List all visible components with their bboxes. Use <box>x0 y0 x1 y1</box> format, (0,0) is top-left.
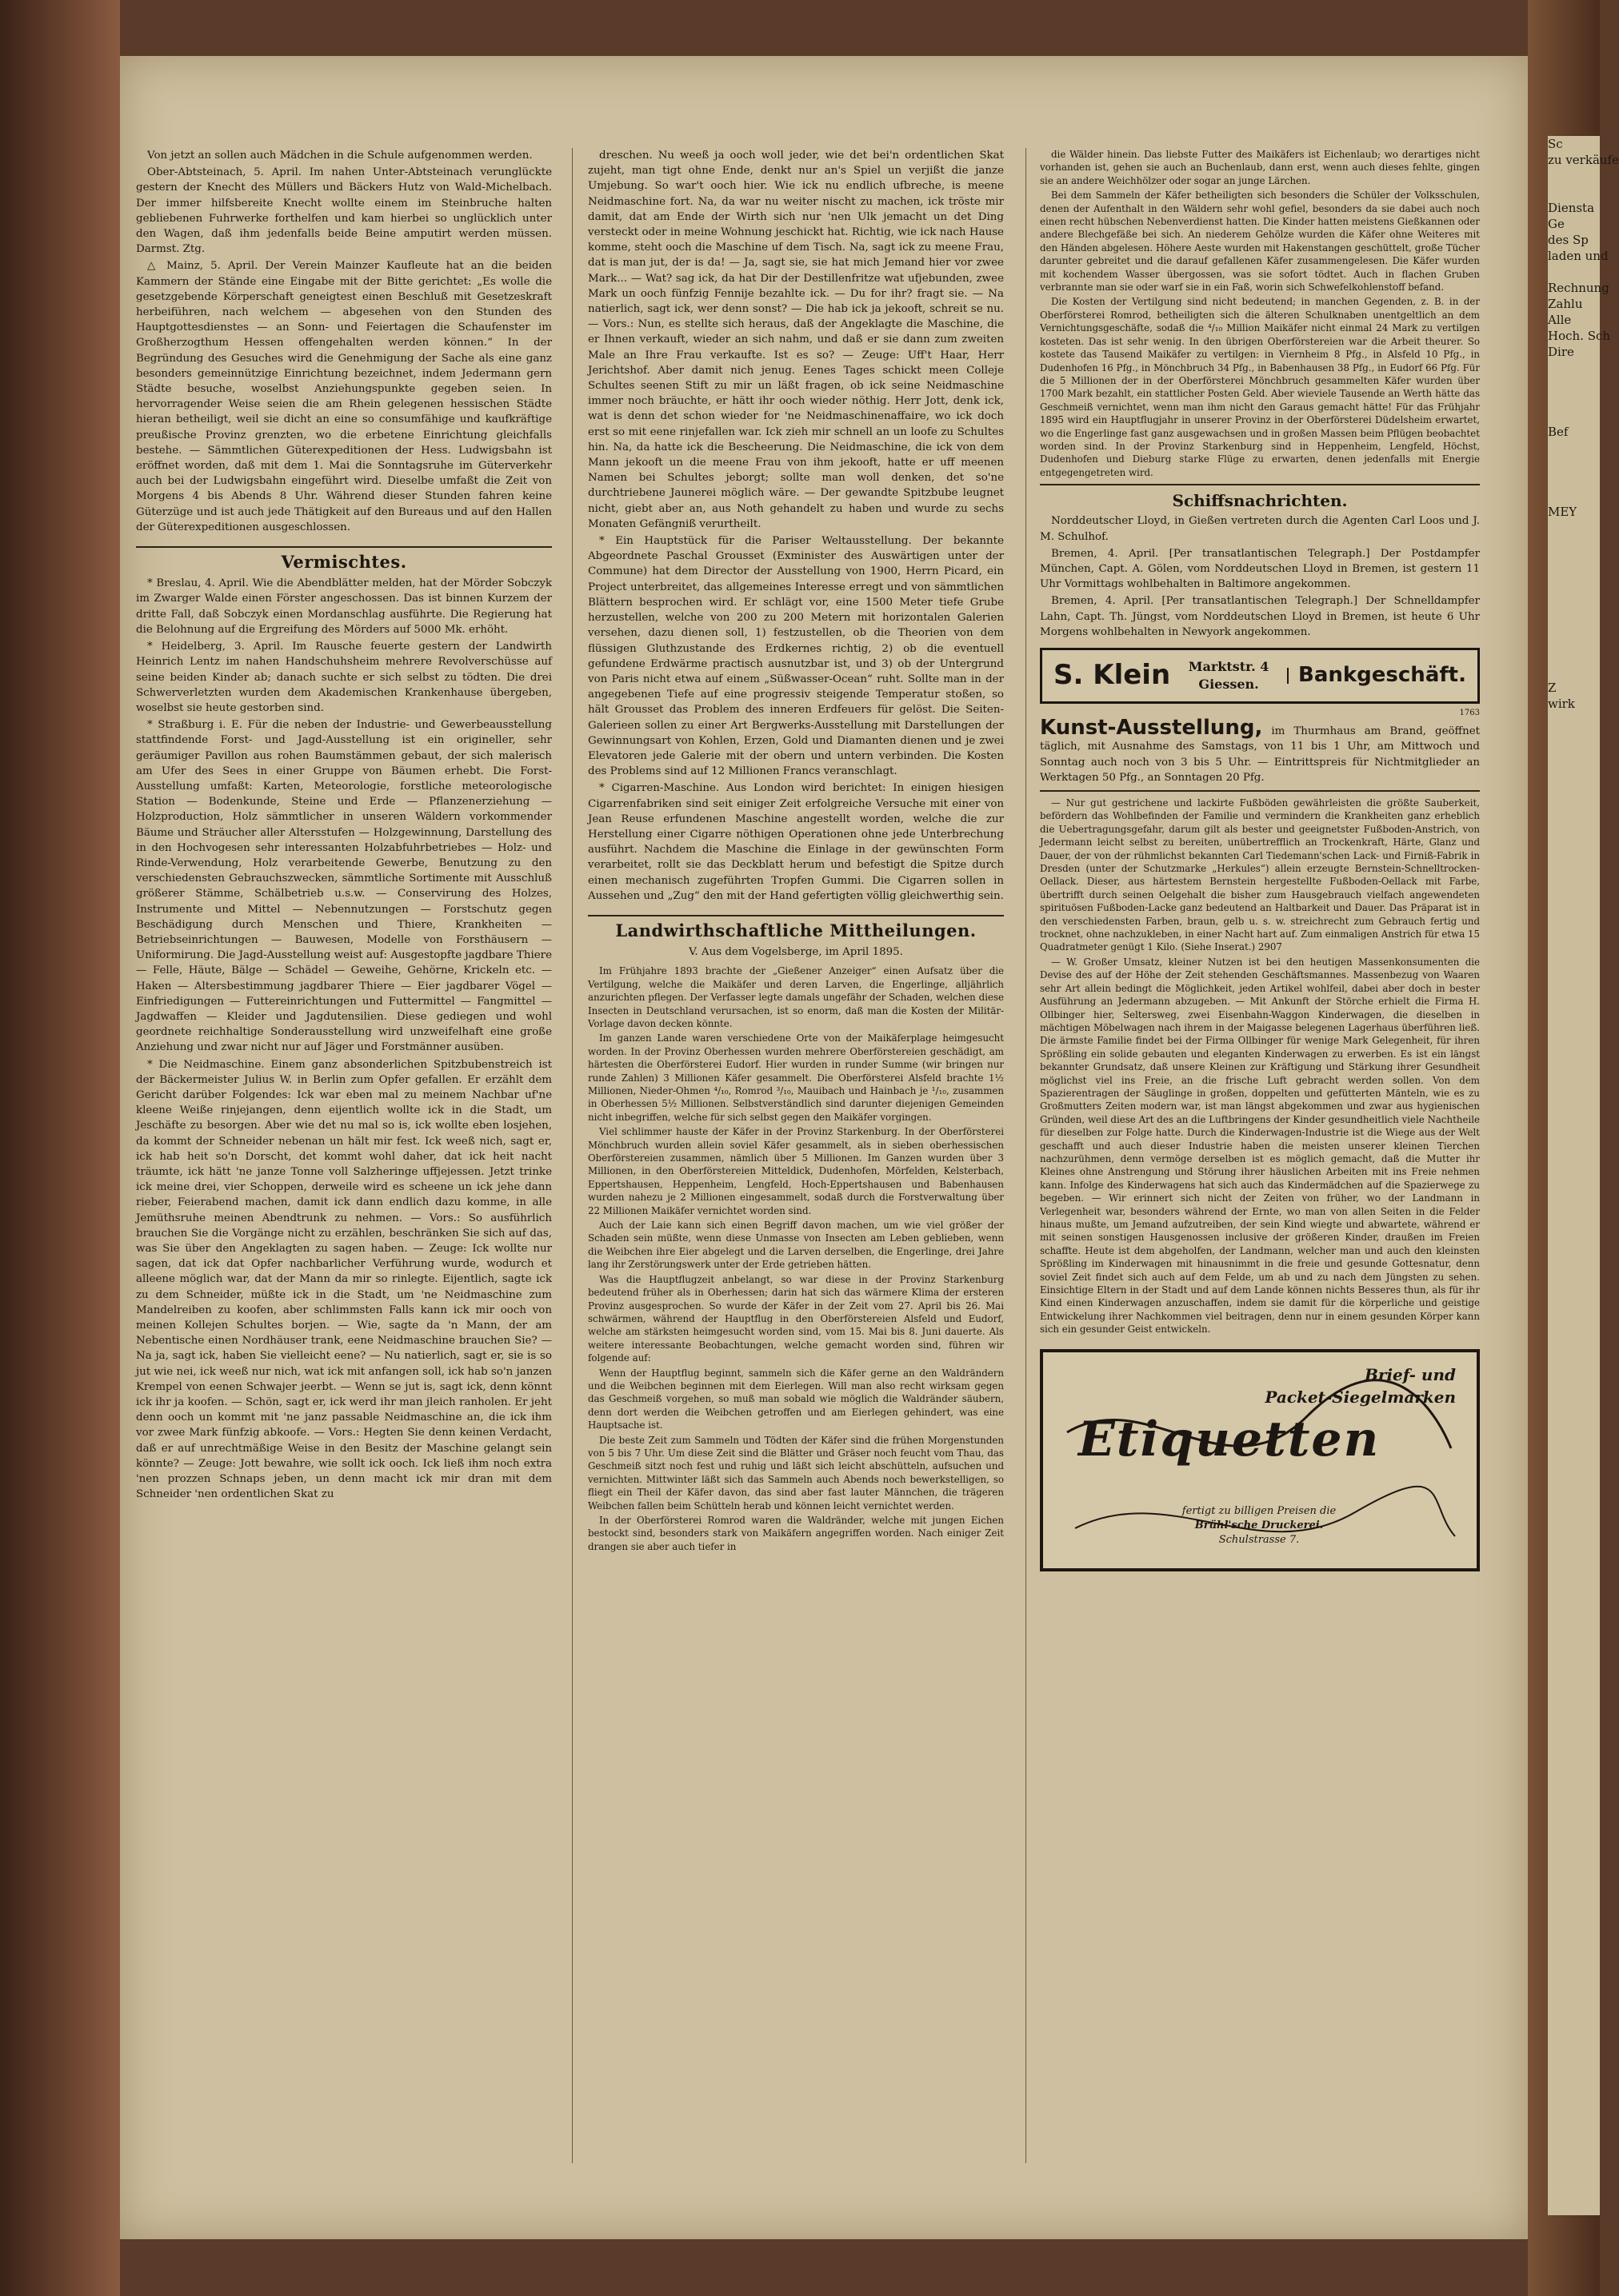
ad-klein-bank: Bankgeschäft. <box>1287 668 1466 683</box>
next-page-line: wirk <box>1548 697 1575 711</box>
ad-s-klein <box>1040 648 1480 704</box>
etiquetten-foot3: Schulstrasse 7. <box>1218 1533 1300 1546</box>
next-page-text <box>1548 136 1619 744</box>
article-paragraph: Die Kosten der Vertilgung sind nicht bedeutend; in manchen Gegenden, z. B. in der Oberförsterei Romrod, betheiligten sich die älteren Schulknaben unentgeltlich an dem Vernichtungsgeschäfte, sodaß die ⁴/₁₀ Million Maikäfer nicht einmal 24 Mark zu vertilgen kosteten. Das ist sehr wenig. In den übrigen Oberförstereien war die Arbeit theurer. So kostete das Tausend Maikäfer zu vertilgen: in Viernheim 8 Pfg., in Alsfeld 10 Pfg., in Dudenhofen 16 Pfg., in Mönchbruch 34 Pfg., in Babenhausen 38 Pfg., in Eudorf 66 Pfg. Für die 5 Millionen der in der Oberförsterei Mönchbruch gesammelten Käfer wurden über 1700 Mark bezahlt, ein stattlicher Posten Geld. Aber wieviele Tausende an Werth hätte das Geschmeiß vernichtet, wenn man ihm nicht den Garaus gemacht hätte! Für das Frühjahr 1895 wird ein Hauptflugjahr in unserer Provinz in der Oberförsterei Düdelsheim erwartet, wo die Engerlinge fast ganz ausgewachsen und in großen Massen beim Pflügen beobachtet worden sind. In der Provinz Starkenburg sind in Heppenheim, Lengfeld, Höchst, Dudenhofen und Dieburg starke Flüge zu erwarten, denen jedenfalls mit Energie entgegengetreten wird. <box>1040 296 1480 478</box>
next-page-line <box>1548 488 1600 504</box>
next-page-line <box>1548 440 1600 456</box>
etiquetten-foot1: fertigt zu billigen Preisen die <box>1181 1504 1337 1517</box>
next-page-line: Diensta <box>1548 201 1595 215</box>
next-page-fragment <box>1548 136 1619 2215</box>
etiquetten-line2: Packet-Siegelmarken <box>1265 1387 1456 1407</box>
next-page-line <box>1548 552 1600 568</box>
etiquetten-footer <box>1139 1504 1379 1547</box>
kunst-text: im Thurmhaus am Brand, geöffnet täglich, mit Ausnahme des Samstags, von 11 bis 1 Uhr, am Mittwoch und Sonntag auch noch von 3 bis 5 Uhr. — Eintrittspreis für Nichtmitglieder an Werktagen 50 Pfg., an Sonntagen 20 Pfg. <box>1040 725 1480 784</box>
next-page-line: laden und <box>1548 249 1609 263</box>
divider <box>1040 484 1480 485</box>
etiquetten-title: Etiquetten <box>1078 1411 1381 1467</box>
shipping-news <box>1040 513 1480 640</box>
etiquetten-foot2: Brühl'sche Druckerei. <box>1194 1519 1324 1531</box>
next-page-line: Hoch. Sch <box>1548 329 1611 343</box>
ad-paragraph: — Nur gut gestrichene und lackirte Fußböden gewährleisten die größte Sauberkeit, befördern das Wohlbefinden der Familie und vermindern die Krankheiten ganz erheblich die Uebertragungsgefahr, darum gilt als bester und geeignetster Fußboden-Anstrich, von Jedermann leicht selbst zu bereiten, unübertrefflich an Trockenkraft, Härte, Glanz und Dauer, der von der rühmlichst bekannten Carl Tiedemann'schen Lack- und Firniß-Fabrik in Dresden (unter der Schutzmarke „Herkules“) allein erzeugte Bernstein-Schnelltrocken-Oellack. Dieser, aus härtestem Bernstein hergestellte Fußboden-Oellack mit Farbe, übertrifft durch seinen Oelgehalt die bisher zum Hausgebrauch vielfach angewendeten spirituösen Fußboden-Lacke ganz bedeutend an Haltbarkeit und Dauer. Das Präparat ist in den verschiedensten Farben, braun, gelb u. s. w. streichrecht zum Gebrauch fertig und trocknet, ohne nachzukleben, in einer Nacht hart auf. Zum einmaligen Anstrich für etwa 15 Quadratmeter genügt 1 Kilo. (Siehe Inserat.) 2907 <box>1040 797 1480 953</box>
next-page-line <box>1548 408 1600 424</box>
column-1 <box>136 148 552 2195</box>
next-page-line: Ge <box>1548 217 1565 231</box>
article-paragraph: dreschen. Nu weeß ja ooch woll jeder, wie det bei'n ordentlichen Skat zujeht, man tigt ohne Ende, denkt nur an's Spiel un verjißt die janze Umjebung. So war't ooch hier. Wie ick nu endlich ufbreche, is meene Neidmaschine fort. Na, da war nu weiter nischt zu machen, ick tröste mir damit, dat am Ende der Wirth sich nur 'nen Ulk jemacht un det Ding versteckt oder in meine Wohnung jeschickt hat. Richtig, wie ick nach Hause komme, steht ooch die Maschine uf dem Tisch. Na, sagt ick zu meene Frau, dat is man jut, der is da! — Ja, sagt sie, sie hat mich Jemand hier vor zwee Mark... — Wat? sag ick, da hat Dir der Destillenfritze wat ufjebunden, zwee Mark un ooch fünfzig Fennije bezahlte ick. — Du for ihr? fragt sie. — Na natierlich, sagt ick, wer denn sonst? — Die hab ick ja jekooft, schreit se nu. — Vors.: Nun, es stellte sich heraus, daß der Angeklagte die Maschine, die er Ihnen verkauft, wieder an sich nahm, und daß er sie dann zum zweiten Male an Ihre Frau verkaufte. Ist es so? — Zeuge: Uff't Haar, Herr Jerichtshof. Aber damit nich jenug. Eenes Tages schickt meen Colleje Schultes seenen Stift zu mir un läßt fragen, ob ick seine Neidmaschine immer noch bräuchte, er hätt ihr ooch wieder nöthig. Herr Jott, denk ick, wat is denn det schon wieder for 'ne Neidmaschinenaffaire, wo ick doch erst so mit eene rinjefallen war. Ick zieh mir schnell an un loofe zu Schultes hin. Na, da hatte ick die Bescheerung. Die Neidmaschine, die ick von dem Mann jekooft un die meene Frau von ihm jekooft, hatte er uff meenen Namen bei Schultes jeborgt; sollte man woll denken, det so'ne durchtriebene Jaunerei möglich wäre. — Der gewandte Spitzbube leugnet nicht, giebt aber an, aus Noth gehandelt zu haben und wurde zu sechs Monaten Gefängniß verurtheilt. <box>588 150 1004 530</box>
ad-reference-number: 1763 <box>1459 708 1480 717</box>
section-title-vermischtes: Vermischtes. <box>136 546 552 569</box>
next-page-line <box>1548 376 1600 392</box>
column-1-vermischtes <box>136 576 552 1502</box>
etiquetten-headline <box>1265 1364 1456 1408</box>
next-page-line: Dire <box>1548 345 1574 359</box>
next-page-line <box>1548 632 1600 648</box>
article-paragraph: * Cigarren-Maschine. Aus London wird berichtet: In einigen hiesigen Cigarrenfabriken sind seit einiger Zeit erfolgreiche Versuche mit einer von Jean Reuse erfundenen Maschine angestellt worden, welche die zur Herstellung einer Cigarre nöthigen Operationen ohne jede Unterbrechung ausführt. Nachdem die Maschine die Einlage in der gewünschten Form verarbeitet, rollt sie das Deckblatt herum und befestigt die Spitze durch einen mechanisch zugeführten Tropfen Gummi. Die Cigarren sollen in Aussehen und „Zug“ den mit der Hand gefertigten völlig gleichwerthig sein. <box>588 782 1004 902</box>
next-page-line: zu verkäufe <box>1548 153 1619 167</box>
shipping-item: Norddeutscher Lloyd, in Gießen vertreten durch die Agenten Carl Loos und J. M. Schulhof. <box>1040 515 1480 543</box>
next-page-line <box>1548 456 1600 472</box>
next-page-line <box>1548 648 1600 664</box>
article-paragraph: △ Mainz, 5. April. Der Verein Mainzer Kaufleute hat an die beiden Kammern der Stände eine Eingabe mit der Bitte gerichtet: „Es wolle die gesetzgebende Körperschaft geneigtest einen Beschluß mit Gesetzeskraft herbeiführen, nach welchem — abgesehen von den Stunden des Hauptgottesdienstes — an Sonn- und Feiertagen die Schaufenster im Großherzogthum Hessen offengehalten werden können.“ In der Begründung des Gesuches wird die Genehmigung der Sache als eine ganz besonders gemeinnützige Einrichtung bezeichnet, indem Jedermann gern Städte besuche, woselbst Anziehungspunkte gegeben seien. In hervorragender Weise seien die am Rhein gelegenen hessischen Städte hieran betheiligt, weil sie dicht an eine so consumfähige und kaufkräftige preußische Provinz grenzten, wo die erbetene Einrichtung gleichfalls bestehe. — Sämmtlichen Güterexpeditionen der Hess. Ludwigsbahn ist eröffnet worden, daß mit dem 1. Mai die Sonntagsruhe im Güterverkehr auch bei der Ludwigsbahn eingeführt wird. Dieselbe umfaßt die Zeit von Morgens 4 bis Abends 8 Uhr. Während dieser Stunden fahren keine Güterzüge und ist auch jede Thätigkeit auf den Bureaus und auf den Hallen der Güterexpeditionen ausgeschlossen. <box>136 260 552 533</box>
column-2 <box>588 148 1004 2195</box>
next-page-line: Rechnung <box>1548 281 1609 295</box>
ad-klein-name: S. Klein <box>1053 659 1171 692</box>
next-page-line <box>1548 472 1600 488</box>
next-page-line <box>1548 584 1600 600</box>
article-paragraph: die Wälder hinein. Das liebste Futter des Maikäfers ist Eichenlaub; wo derartiges nicht vorhanden ist, gehen sie auch an Buchenlaub, dann erst, wenn auch dieses fehlte, gingen sie an andere Weichhölzer oder sogar an junge Lärchen. <box>1040 149 1480 186</box>
next-page-line <box>1548 616 1600 632</box>
article-paragraph: * Ein Hauptstück für die Pariser Weltausstellung. Der bekannte Abgeordnete Paschal Grousset (Exminister des Auswärtigen unter der Commune) hat dem Director der Ausstellung von 1900, Herrn Picard, ein Project unterbreitet, das allgemeines Interesse erregt und von sämmtlichen Blättern besprochen wird. Er schlägt vor, eine 1500 Meter tiefe Grube herzustellen, welche von 200 zu 200 Metern mit horizontalen Galerien versehen, dazu dienen soll, 1) festzustellen, ob die Theorien von dem flüssigen Gluthzustande des Erdkernes richtig, 2) ob die eventuell gefundene Erdwärme practisch ausnutzbar ist, und 3) ob der Untergrund von Paris nicht etwa auf einem „Süßwasser-Ocean“ ruht. Sollte man in der angegebenen Tiefe auf eine progressiv steigende Temperatur stoßen, so hält Grousset das Problem des inneren Erdfeuers für gelöst. Die Seiten-Galerieen sollen zu einer Art Bergwerks-Ausstellung mit Darstellungen der Gewinnungsart von Kohlen, Erzen, Gold und Diamanten dienen und je zwei Elevatoren jede Galerie mit der obern und untern verbinden. Die Kosten des Problems sind auf 12 Millionen Francs veranschlagt. <box>588 535 1004 778</box>
column-1-news <box>136 148 552 535</box>
column-divider <box>572 148 573 2163</box>
article-paragraph: In der Oberförsterei Romrod waren die Waldränder, welche mit jungen Eichen bestockt sind, besonders stark von Maikäfern angegriffen worden. Nach einiger Zeit drangen sie aber auch tiefer in <box>588 1515 1004 1552</box>
ad-etiquetten <box>1040 1349 1480 1571</box>
article-paragraph: Wenn der Hauptflug beginnt, sammeln sich die Käfer gerne an den Waldrändern und die Weibchen beginnen mit dem Eierlegen. Will man also recht wirksam gegen das Geschmeiß vorgehen, so muß man sobald wie möglich die Waldränder säubern, denn dort werden die Weibchen getroffen und am Eierlegen gehindert, was eine Hauptsache ist. <box>588 1367 1004 1432</box>
article-paragraph: Auch der Laie kann sich einen Begriff davon machen, um wie viel größer der Schaden sein müßte, wenn diese Unmasse von Insecten am Leben geblieben, wenn die Weibchen ihre Eier abgelegt und die Larven derselben, die Engerlinge, drei Jahre lang ihr Zerstörungswerk unter der Erde getrieben hätten. <box>588 1220 1004 1271</box>
next-page-line <box>1548 664 1600 680</box>
divider <box>1040 790 1480 792</box>
section-title-landwirthschaft: Landwirthschaftliche Mittheilungen. <box>588 915 1004 938</box>
next-page-line <box>1548 520 1600 536</box>
kunst-title: Kunst-Ausstellung, <box>1040 716 1263 741</box>
next-page-line: Z <box>1548 681 1557 695</box>
column-3 <box>1040 148 1480 2195</box>
next-page-line <box>1548 728 1600 744</box>
next-page-line: Bef <box>1548 425 1569 439</box>
next-page-line: Zahlu <box>1548 297 1583 311</box>
article-paragraph: * Breslau, 4. April. Wie die Abendblätter melden, hat der Mörder Sobczyk im Zwarger Walde einen Förster angeschossen. Das ist binnen Kurzem der dritte Fall, daß Sobczyk einen Mordanschlag ausführte. Die Regierung hat die Belohnung auf die Ergreifung des Mörders auf 5000 Mk. erhöht. <box>136 577 552 636</box>
column-2-landwirthschaft <box>588 964 1004 1553</box>
next-page-line: des Sp <box>1548 233 1589 247</box>
article-paragraph: Im ganzen Lande waren verschiedene Orte von der Maikäferplage heimgesucht worden. In der Provinz Oberhessen wurden mehrere Oberförstereien geschädigt, am härtesten die Oberförsterei Eudorf. Hier wurden in runder Summe (wir bringen nur runde Zahlen) 3 Millionen Käfer gesammelt. Die Oberförsterei Alsfeld brachte 1½ Millionen, Nieder-Ohmen ⁴/₁₀, Romrod ³/₁₀, Mauibach und Hainbach je ¹/₁₀, zusammen in Oberhessen 5½ Millionen. Selbstverständlich sind darunter diejenigen Gemeinden nicht inbegriffen, welche für sich selbst gegen den Maikäfer vorgingen. <box>588 1032 1004 1123</box>
shipping-item: Bremen, 4. April. [Per transatlantischen Telegraph.] Der Schnelldampfer Lahn, Capt. Th. Jüngst, vom Norddeutschen Lloyd in Bremen, ist heute 6 Uhr Morgens wohlbehalten in Newyork angekommen. <box>1040 595 1480 638</box>
kunst-ausstellung-notice <box>1040 716 1480 785</box>
next-page-line <box>1548 184 1600 200</box>
next-page-line <box>1548 536 1600 552</box>
ad-paragraph: — W. Großer Umsatz, kleiner Nutzen ist bei den heutigen Massenkonsumenten die Devise des auf der Höhe der Zeit stehenden Geschäftsmannes. Massenbezug von Waaren sehr Art allein bedingt die Möglichkeit, jeden Artikel wohlfeil, dabei aber doch in bester Ausführung an Jedermann abzugeben. — Mit Ankunft der Störche erhielt die Firma H. Ollbinger hier, Seltersweg, zwei Eisenbahn-Waggon Kinderwagen, die dieselben in mächtigen Möbelwagen nach ihrem in der Maigasse belegenen Lagerhaus überführen ließ. Die ärmste Familie findet bei der Firma Ollbinger für wenige Mark Gelegenheit, für ihren Sprößling ein solide gebauten und eleganten Kinderwagen zu erwerben. Es ist ein längst bekannter Grundsatz, daß unsere Kleinen zur Kräftigung und Stärkung ihrer Gesundheit möglichst viel ins Freie, an die frische Luft gebracht werden sollen. Von dem Spazierentragen der Säuglinge in großen, doppelten und gefütterten Mänteln, wie es zu Großmutters Zeiten modern war, ist man längst abgekommen und zwar aus hygienischen Gründen, weil diese Art des an die Luftbringens der Kinder gesundheitlich viele Nachtheile für dieselben zur Folge hatte. Durch die Kinderwagen-Industrie ist die Wiege aus der Welt geschafft und auch dieser Industrie haben die meisten unserer kleinen Tierchen nachzurühmen, denn vermöge derselben ist es möglich gemacht, daß die Mutter ihr Kleines ohne Anstrengung und Störung ihrer häuslichen Arbeiten mit ins Freie nehmen kann. Infolge des Kinderwagens hat sich auch das Kindermädchen auf die Spazierwege zu begeben. — Wir erinnert sich nicht der Zeiten von früher, wo der Landmann in Verlegenheit war, besonders während der Ernte, wo man von allen Seiten in die Felder hinaus mußte, um Jemand aufzutreiben, der sein Kind wiegte und abwartete, während er mit seinen sonstigen Hausgenossen inclusive der größeren Kinder, draußen im Freien schaffte. Heute ist dem abgeholfen, der Landmann, welcher man und auch den kleinsten Sprößling im Kinderwagen mit hinausnimmt in die freie und gesunde Gottesnatur, denn soviel Zeit findet sich auch auf dem Felde, um ab und zu nach dem Jüngsten zu sehen. Einsichtige Eltern in der Stadt und auf dem Lande können nichts Besseres thun, als für ihr Kind einen Kinderwagen anzuschaffen, indem sie damit für die körperliche und geistige Entwickelung ihrer Nachkommen viel beitragen, denn nur in einem gesunden Körper kann sich ein gesunder Geist entwickeln. <box>1040 956 1480 1336</box>
shipping-item: Bremen, 4. April. [Per transatlantischen Telegraph.] Der Postdampfer München, Capt. A. Gölen, vom Norddeutschen Lloyd in Bremen, ist gestern 11 Uhr Vormittags wohlbehalten in Baltimore angekommen. <box>1040 547 1480 591</box>
column-3-ads-text <box>1040 797 1480 1336</box>
article-paragraph: * Die Neidmaschine. Einem ganz absonderlichen Spitzbubenstreich ist der Bäckermeister Julius W. in Berlin zum Opfer gefallen. Er erzählt dem Gericht darüber Folgendes: Ick war eben mal zu meinem Nachbar uf'ne kleene Weiße rinjejangen, denn eijentlich wollte ick in die Stadt, um Jeschäfte zu besorgen. Aber wie det nu mal so is, ick wollte eben losjehen, da kommt der Schneider nebenan un hält mir fest. Ick weeß nich, sagt er, ick hab heit so'n Dorscht, det kommt wohl daher, dat ick heit nacht träumte, ick hätt 'ne janze Tonne voll Salzheringe uffjejessen. Jetzt trinke ick meine drei, vier Schoppen, derweile wird es scheene un ick jehe dann rieber, Feierabend machen, damit ick dann endlich dazu komme, in alle Jemüthsruhe meinen Abendtrunk zu nehmen. — Vors.: So ausführlich brauchen Sie die Vorgänge nicht zu erzählen, beschränken Sie sich auf das, was Sie über den Angeklagten zu sagen haben. — Zeuge: Ick wollte nur sagen, dat ick dat Opfer nachbarlicher Verführung wurde, wodurch et alleene möglich war, dat der Mann da mir so rinlegte. Eijentlich, sagte ick zu dem Schneider, müßte ick in die Stadt, um 'ne Neidmaschine zum Mandelreiben zu koofen, aber schlimmsten Falls kann ick mir ooch von meinen Kollejen Schultes borjen. — Wie, sagte da 'n Mann, der am Nebentische einen Nordhäuser trank, eene Neidmaschine brauchen Sie? — Na ja, sagt ick, haben Sie vielleicht eene? — Nu natierlich, sagt er, sie is so jut wie nei, ick weeß nur nich, wat ick mit anfangen soll, ick hab so'n janzen Krempel von eenen Schwajer jeerbt. — Wenn se jut is, sagt ick, denn könnt ick ihr ja koofen. — Schön, sagt er, ick werd ihr man jleich ranholen. Er jeht denn ooch un kommt mit 'ne janz passable Neidmaschine an, die ick ihm vor zwee Mark fünfzig abkoofe. — Vors.: Hegten Sie denn keinen Verdacht, daß er auf unrechtmäßige Weise in den Besitz der Maschine gelangt sein könnte? — Zeuge: Jott bewahre, wie sollt ick ooch. Ick ließ ihm noch extra 'nen prozzen Schnaps jeben, un denn macht ick mir dran mit dem Schneider 'nen ordentlichen Skat zu <box>136 1058 552 1501</box>
next-page-line <box>1548 568 1600 584</box>
next-page-line <box>1548 600 1600 616</box>
section-subtitle: V. Aus dem Vogelsberge, im April 1895. <box>689 946 903 959</box>
next-page-line <box>1548 360 1600 376</box>
article-paragraph: Viel schlimmer hauste der Käfer in der Provinz Starkenburg. In der Oberförsterei Mönchbruch wurden allein soviel Käfer gesammelt, als in sieben oberhessischen Oberförstereien zusammen, nämlich über 5 Millionen. Im Ganzen wurden über 3 Millionen, in den Oberförstereien Mitteldick, Dudenhofen, Mörfelden, Kelsterbach, Eppertshausen, Heppenheim, Lengfeld, Hoch-Eppertshausen und Babenhausen wurden nahezu je 2 Millionen eingesammelt, sodaß durch die Forstverwaltung über 22 Millionen Maikäfer vernichtet worden sind. <box>588 1126 1004 1216</box>
next-page-line <box>1548 168 1600 184</box>
article-paragraph: * Straßburg i. E. Für die neben der Industrie- und Gewerbeausstellung stattfindende Forst- und Jagd-Ausstellung ist ein origineller, sehr geräumiger Pavillon aus rohen Baumstämmen gebaut, der sich malerisch am Ufer des Sees in einer Gruppe von Bäumen erhebt. Die Forst-Ausstellung umfaßt: Karten, Meteorologie, forstliche meteorologische Station — Bodenkunde, Steine und Erde — Pflanzenerziehung — Holzproduction, Holz sämmtlicher in unseren Wäldern vorkommender Bäume und Sträucher aller Altersstufen — Holzgewinnung, Darstellung des in den Hochvogesen sehr interessanten Holzabfuhrbetriebes — Holz- und Rinde-Verwendung, Holz verarbeitende Gewerbe, Benutzung zu den verschiedensten Gebrauchszwecken, sämmtliche Sortimente mit Ausschluß größerer Stämme, Schälbetrieb u.s.w. — Conservirung des Holzes, Instrumente und Mittel — Nebennutzungen — Forstschutz gegen Beschädigung durch Menschen und Thiere, Krankheiten — Betriebseinrichtungen — Bauwesen, Modelle von Forsthäusern — Uniformirung. Die Jagd-Ausstellung weist auf: Ausgestopfte jagdbare Thiere — Felle, Häute, Bälge — Schädel — Geweihe, Gehörne, Krickeln etc. — Haken — Altersbestimmung jagdbarer Thiere — Eier jagdbarer Vögel — Einfriedigungen — Futtereinrichtungen und Futtermittel — Fangmittel — Jagdwaffen — Kleider und Jagdutensilien. Diese gediegen und wohl geordnete reichhaltige Sonderausstellung wird unzweifelhaft eine große Anziehung und zwar nicht nur auf Jäger und Forstmänner ausüben. <box>136 719 552 1054</box>
article-paragraph: * Heidelberg, 3. April. Im Rausche feuerte gestern der Landwirth Heinrich Lentz im nahen Handschuhsheim mehrere Revolverschüsse auf seine beiden Kinder ab; danach suchte er sich selbst zu tödten. Die drei Schwerverletzten wurden dem Akademischen Krankenhause übergeben, woselbst sie heute gestorben sind. <box>136 641 552 714</box>
column-divider <box>1025 148 1026 2163</box>
article-paragraph: Die beste Zeit zum Sammeln und Tödten der Käfer sind die frühen Morgenstunden von 5 bis 7 Uhr. Um diese Zeit sind die Blätter und Gräser noch feucht vom Thau, das Geschmeiß sitzt noch fest und ruhig und läßt sich leicht abschütteln, aufsuchen und vernichten. Mittwinter läßt sich das Sammeln auch Abends noch bewerkstelligen, so fliegt ein Theil der Käfer davon, das sind aber fast lauter Männchen, die trägeren Weibchen fallen beim Schütteln herab und können leicht vernichtet werden. <box>588 1434 1004 1511</box>
next-page-line: MEY <box>1548 505 1577 519</box>
article-paragraph: Im Frühjahre 1893 brachte der „Gießener Anzeiger“ einen Aufsatz über die Vertilgung, welche die Maikäfer und deren Larven, die Engerlinge, alljährlich anzurichten pflegen. Der Verfasser legte damals ungefähr der Schaden, welchen diese Insecten in Deutschland verursachen, ist so enorm, daß man die Kosten der Militär-Vorlage davon decken könnte. <box>588 965 1004 1029</box>
section-title-schiffsnachrichten: Schiffsnachrichten. <box>1172 491 1348 511</box>
column-2-stories <box>588 148 1004 904</box>
article-paragraph: Bei dem Sammeln der Käfer betheiligten sich besonders die Schüler der Volksschulen, denen der Aufenthalt in den Wäldern sehr wohl gefiel, besonders da sie dabei auch noch einen recht hübschen Nebenverdienst hatten. Die Kinder hatten meistens Gießkannen oder andere Blechgefäße bei sich. An niederem Gehölze wurden die Käfer ohne Weiteres mit den Händen abgelesen. Höhere Aeste wurden mit Hakenstangen geschüttelt, große Tücher darunter gebreitet und die darauf gefallenen Käfer zusammengelesen. Die Käfer wurden mit kochendem Wasser übergossen, was sie sofort tödtet. Auch in flachen Gruben verbrannte man sie oder warf sie in ein Faß, worin sich Schwefelkohlenstoff befand. <box>1040 190 1480 293</box>
ad-klein-city: Giessen. <box>1198 676 1259 692</box>
etiquetten-line1: Brief- und <box>1365 1364 1456 1384</box>
article-paragraph: Von jetzt an sollen auch Mädchen in die Schule aufgenommen werden. <box>147 150 533 162</box>
next-page-line: Alle <box>1548 313 1572 327</box>
next-page-line: Sc <box>1548 137 1563 151</box>
article-paragraph: Was die Hauptflugzeit anbelangt, so war diese in der Provinz Starkenburg bedeutend früher als in Oberhessen; darin hat sich das wärmere Klima der ersteren Provinz ausgesprochen. So wurde der Käfer in der Zeit vom 27. April bis 26. Mai schwärmen, während der Hauptflug in den Oberförstereien Alsfeld und Eudorf, welche am stärksten heimgesucht worden sind, vom 15. Mai bis 8. Juni dauerte. Als weitere interessante Beobachtungen, welche gemacht worden sind, führen wir folgende auf: <box>588 1273 1004 1364</box>
next-page-line <box>1548 264 1600 280</box>
next-page-line <box>1548 392 1600 408</box>
column-3-maikaefer <box>1040 148 1480 479</box>
article-paragraph: Ober-Abtsteinach, 5. April. Im nahen Unter-Abtsteinach verunglückte gestern der Knecht des Müllers und Bäckers Hutz von Wald-Michelbach. Der immer hilfsbereite Knecht wollte einem im Steinbruche halten gebliebenen Fuhrwerke forthelfen und kam hierbei so unglücklich unter den Wagen, daß ihm jedenfalls beide Beine amputirt werden müssen. Darmst. Ztg. <box>136 166 552 256</box>
book-spine <box>0 0 120 2296</box>
ad-klein-address <box>1189 658 1269 693</box>
next-page-line <box>1548 712 1600 728</box>
ad-klein-street: Marktstr. 4 <box>1188 658 1269 674</box>
